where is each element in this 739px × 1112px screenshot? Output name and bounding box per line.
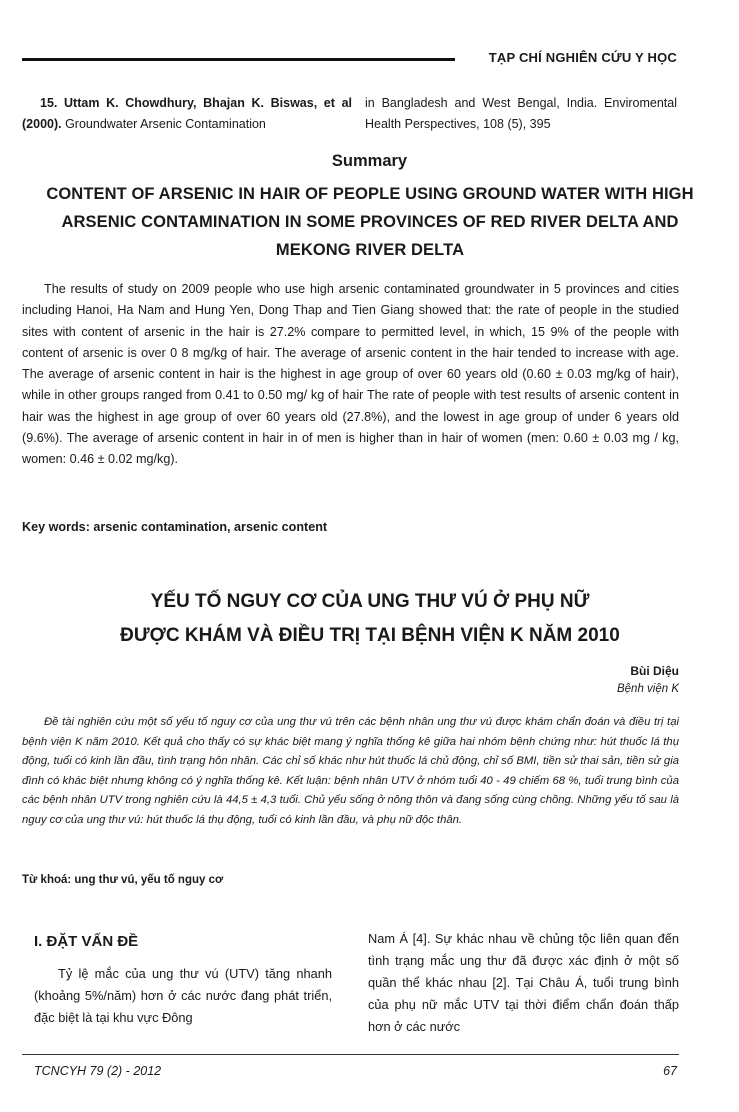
- summary-heading: Summary: [331, 152, 408, 170]
- article-abstract: Đề tài nghiên cứu một số yếu tố nguy cơ của ung thư vú trên các bệnh nhân ung thư vú được khám chẩn đoán và điều trị tại bệnh viện K năm 2010. Kết quả cho thấy có sự khác biệt mang ý nghĩa thống kê giữa hai nhóm bệnh chứng như: hút thuốc lá thụ động, tuổi có kinh lần đầu, tình trạng hôn nhân. Các chỉ số khác như hút thuốc lá chủ động, chỉ số BMI, tiền sử thai sản, tiền sử gia đình có khác biệt nhưng không có ý nghĩa thống kê. Kết luận: bệnh nhân UTV ở nhóm tuổi 40 - 49 chiếm 68 %, tuổi trung bình của các bệnh nhân UTV trong nghiên cứu là 44,5 ± 4,3 tuổi. Chủ yếu sống ở nông thôn và đang sống cùng chồng. Những yếu tố sau là nguy cơ của ung thư vú: hút thuốc lá thụ động, tuổi có kinh lần đầu, và phụ nữ độc thân.: [22, 716, 679, 826]
- summary-body: The results of study on 2009 people who use high arsenic contaminated groundwater in 5 provinces and cities including Hanoi, Ha Nam and Hung Yen, Dong Thap and Tien Giang showed that: the rate of people in the studied sites with content of arsenic in the hair is 27.2% compare to permitted level, in which, 15 9% of the people with content of arsenic is over 0 8 mg/kg of hair. The average of arsenic content in the hair tended to increase with age. The average of arsenic content in hair is the highest in age group of over 60 years old (0.60 ± 0.03 mg/kg of hair), while in other groups ranged from 0.41 to 0.50 mg/ kg of hair The rate of people with test results of arsenic content in hair was the highest in age group of over 60 years old (27.8%), and the lowest in age group of under 6 years old (9.6%). The average of arsenic content in hair in of men is higher than in hair of women (men: 0.60 ± 0.03 mg / kg, women: 0.46 ± 0.02 mg/kg).: [22, 282, 679, 467]
- article-affiliation: Bệnh viện K: [616, 683, 679, 695]
- body-left-column: Tỷ lệ mắc của ung thư vú (UTV) tăng nhanh (khoảng 5%/năm) hơn ở các nước đang phát triển, đặc biệt là tại khu vực Đông: [34, 966, 332, 1025]
- summary-title: CONTENT OF ARSENIC IN HAIR OF PEOPLE USING GROUND WATER WITH HIGH ARSENIC CONTAMINATION IN SOME PROVINCES OF RED RIVER DELTA AND MEKONG RIVER DELTA: [46, 185, 694, 259]
- header-rule: [22, 58, 455, 61]
- body-right-column: Nam Á [4]. Sự khác nhau về chủng tộc liên quan đến tình trạng mắc ung thư đã được xác định ở một số quần thể khác nhau [2]. Tại Châu Á, tuổi trung bình của phụ nữ mắc UTV tại thời điểm chẩn đoán thấp hơn ở các nước: [368, 931, 679, 1034]
- journal-header: TẠP CHÍ NGHIÊN CỨU Y HỌC: [488, 50, 677, 65]
- article-keywords: Từ khoá: ung thư vú, yếu tố nguy cơ: [22, 874, 224, 886]
- article-title: [30, 585, 710, 653]
- footer-rule: [22, 1054, 679, 1055]
- footer-journal-issue: TCNCYH 79 (2) - 2012: [34, 1064, 162, 1078]
- reference-left-column: [22, 93, 352, 135]
- article-title-line-2: ĐƯỢC KHÁM VÀ ĐIỀU TRỊ TẠI BỆNH VIỆN K NĂM 2010: [120, 625, 620, 646]
- summary-keywords: Key words: arsenic contamination, arsenic content: [22, 520, 328, 534]
- page-number: 67: [663, 1064, 677, 1078]
- reference-authors: 15. Uttam K. Chowdhury, Bhajan K. Biswas, et al (2000).: [22, 96, 352, 131]
- section-heading: I. ĐẶT VẤN ĐỀ: [34, 933, 139, 950]
- article-author: Bùi Diệu: [630, 664, 679, 678]
- article-title-line-1: YẾU TỐ NGUY CƠ CỦA UNG THƯ VÚ Ở PHỤ NỮ: [150, 591, 590, 612]
- reference-right-column: in Bangladesh and West Bengal, India. Enviromental Health Perspectives, 108 (5), 395: [365, 96, 677, 131]
- reference-left-text: Groundwater Arsenic Contamination: [61, 117, 266, 131]
